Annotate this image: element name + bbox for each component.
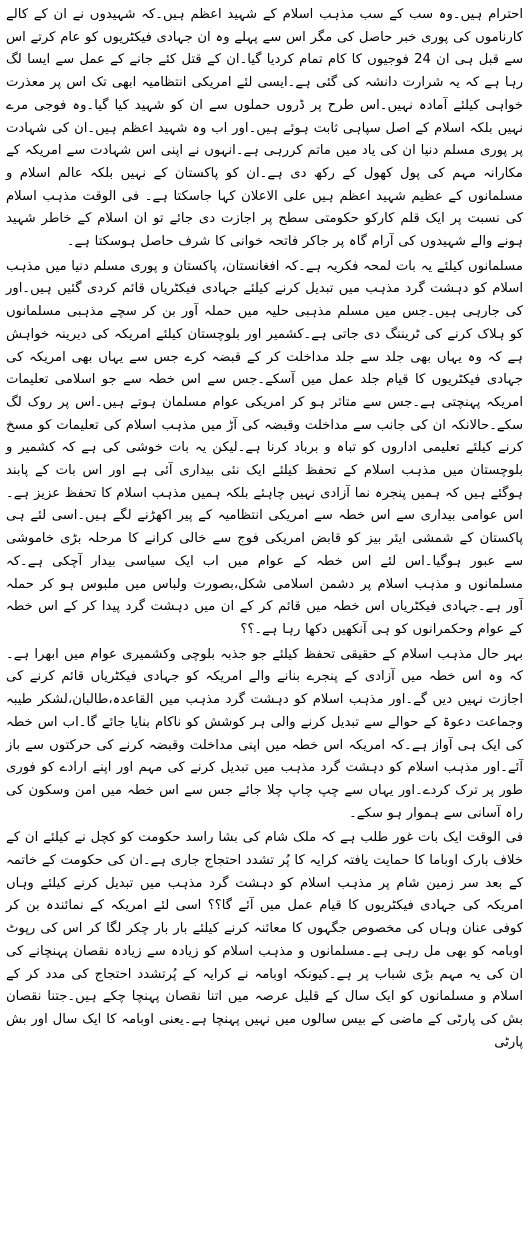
article-paragraph-1: احترام ہیں۔وہ سب کے سب مذہب اسلام کے شہید اعظم ہیں۔کہ شہیدوں نے ان کے کالے کارناموں کی پوری خبر حاصل کی مگر اس سے پہلے وہ ان جہادی فیکٹریوں کو عام کرتے اس سے قبل ہی ان 24 فوجیوں کا کام تمام کردیا گیا۔ان کے قتل کئے جانے کے عمل سے ایسا لگ رہا ہے کہ یہ شرارت دانشہ کی گئی ہے۔ایسی لئے امریکی انتظامیہ ابھی تک اس پر معذرت خواہی کیلئے آمادہ نہیں۔اس طرح پر ڈروں حملوں سے ان کو شہید کیا گیا۔وہ فوجی مرے نہیں بلکہ اسلام کے اصل سپاہی ثابت ہوئے ہیں۔اور اب وہ شہید اعظم ہیں۔ان کی شہادت پر پوری مسلم دنیا ان کی یاد میں ماتم کررہی ہے۔انہوں نے اپنی اس شہادت سے امریکہ کے مکارانہ مہم کی پول کھول کے رکھ دی ہے۔ان کو پاکستان کے نہیں بلکہ عالم اسلام و مسلمانوں کے عظیم شہید اعظم ہیں علی الاعلان کہا جاسکتا ہے۔ فی الوقت مذہب اسلام کی نسبت پر ایک قلم کارکو حکومتی سطح پر اجازت دی جائے تو ان اسلام کے خاطر شہید ہونے والے شہیدوں کی آرام گاہ پر جاکر فاتحہ خوانی کا شرف حاصل ہوسکتا ہے۔ [6,7,523,250]
article-paragraph-2: مسلمانوں کیلئے یہ بات لمحہ فکریہ ہے۔کہ افغانستان، پاکستان و پوری مسلم دنیا میں مذہب اسلام کو دہشت گرد مذہب میں تبدیل کرنے کیلئے جہادی فیکٹریاں قائم کردی گئیں ہیں۔اور کی جارہی ہیں۔جس میں مسلم مذہبی حلیہ میں حملہ آور بن کر سچے مذہبی مسلمانوں کو ہلاک کرنے کی ٹریننگ دی جاتی ہے۔کشمیر اور بلوچستان کیلئے امریکہ کی دیرینہ خواہش ہے کہ وہ یہاں بھی جلد سے جلد مداخلت کر کے قبضہ کرے جس سے یہاں بھی امریکہ کی جہادی فیکٹریوں کا قیام جلد عمل میں آسکے۔جس سے اس خطہ سے جو اسلامی تعلیمات امریکہ پہنچتی ہے۔جس سے متاثر ہو کر امریکی عوام مسلمان ہوتے ہیں۔اس پر روک لگ سکے۔حالانکہ ان کی جانب سے مداخلت وقبضہ کی آڑ میں مذہب اسلام کی تعلیمات کو مسخ کرنے کیلئے تعلیمی اداروں کو تباہ و برباد کرنا ہے۔لیکن یہ بات خوشی کی ہے کہ کشمیر و بلوچستان میں مذہب اسلام کے تحفظ کیلئے ایک نئی بیداری آئی ہے اور اس بات کے پابند ہوگئے ہیں کہ ہمیں پنجرہ نما آزادی نہیں چاہئے بلکہ ہمیں مذہب اسلام کا تحفظ عزیز ہے۔اس عوامی بیداری سے اس خطہ سے امریکی انتظامیہ کے پیر اکھڑنے لگے ہیں۔اسی لئے ہی پاکستان کے شمشی ایئر بیز کو قابض امریکی فوج سے خالی کرانے کا مرحلہ بڑی خاموشی سے عبور ہوگیا۔اس لئے اس خطہ کے عوام میں اب ایک سیاسی بیدار آچکی ہے۔کہ مسلمانوں و مذہب اسلام پر دشمن اسلامی شکل،بصورت ولباس میں ملبوس ہو کر حملہ آور ہے۔جہادی فیکٹریاں اس خطہ میں قائم کر کے ان میں دہشت گرد پیدا کر کے اس خطہ کے عوام وحکمرانوں کو ہی آنکھیں دکھا رہا ہے۔؟؟ [6,258,523,637]
article-paragraph-4: فی الوقت ایک بات غور طلب ہے کہ ملک شام کی بشا راسد حکومت کو کچل نے کیلئے ان کے خلاف بارک اوباما کا حمایت یافتہ کرایہ کا پُر تشدد احتجاج جاری ہے۔ان کی حکومت کے خاتمہ کے بعد سر زمین شام پر مذہب اسلام کو دہشت گرد مذہب میں تبدیل کرنے کیلئے وہاں امریکہ کی جہادی فیکٹریوں کا قیام عمل میں آئے گا؟؟ اسی لئے امریکہ کے نمائندہ بن کر کوفی عنان وہاں کی مخصوص جگہوں کا معائنہ کرنے کیلئے بار بار چکر لگا کر اس کی رپوٹ اوبامہ کو بھی مل رہی ہے۔مسلمانوں و مذہب اسلام کو زیادہ سے زیادہ نقصان پہنچانے کی ان کی یہ مہم بڑی شباب پر ہے۔کیونکہ اوبامہ نے کرایہ کے پُرتشدد احتجاج کی مدد کر کے اسلام و مسلمانوں کو ایک سال کے قلیل عرصہ میں اتنا نقصان پہنچا چکے ہیں۔جتنا نقصان بش کی پارٹی کے ماضی کے بیس سالوں میں نہیں پہنچا ہے۔یعنی اوبامہ کا ایک سال اور بش پارٹی [6,830,523,1050]
article-paragraph-3: بہر حال مذہب اسلام کے حقیقی تحفظ کیلئے جو جذبہ بلوچی وکشمیری عوام میں ابھرا ہے۔کہ وہ اس خطہ میں آزادی کے پنجرے بنانے والے امریکہ کو جہادی فیکٹریاں قائم کرنے کی اجازت نہیں دیں گے۔اور مذہب اسلام کو دہشت گرد مذہب میں القاعدہ،طالبان،لشکر طیبہ وجماعت دعوۃ کے حوالے سے تبدیل کرنے والی ہر کوشش کو ناکام بنایا جائے گا۔اب اس خطہ کی ایک ہی آواز ہے۔کہ امریکہ اس خطہ میں اپنی مداخلت وقبضہ کرنے کی حرکتوں سے باز آئے۔اور مذہب اسلام کو دہشت گرد مذہب میں تبدیل کرنے کی مہم اور اپنے ارادے کو فوری طور پر ترک کردے۔اور یہاں سے چپ چاپ چلا جائے جس سے اس خطہ میں امن وسکون کی راہ آسانی سے ہموار ہو سکے۔ [6,646,523,821]
